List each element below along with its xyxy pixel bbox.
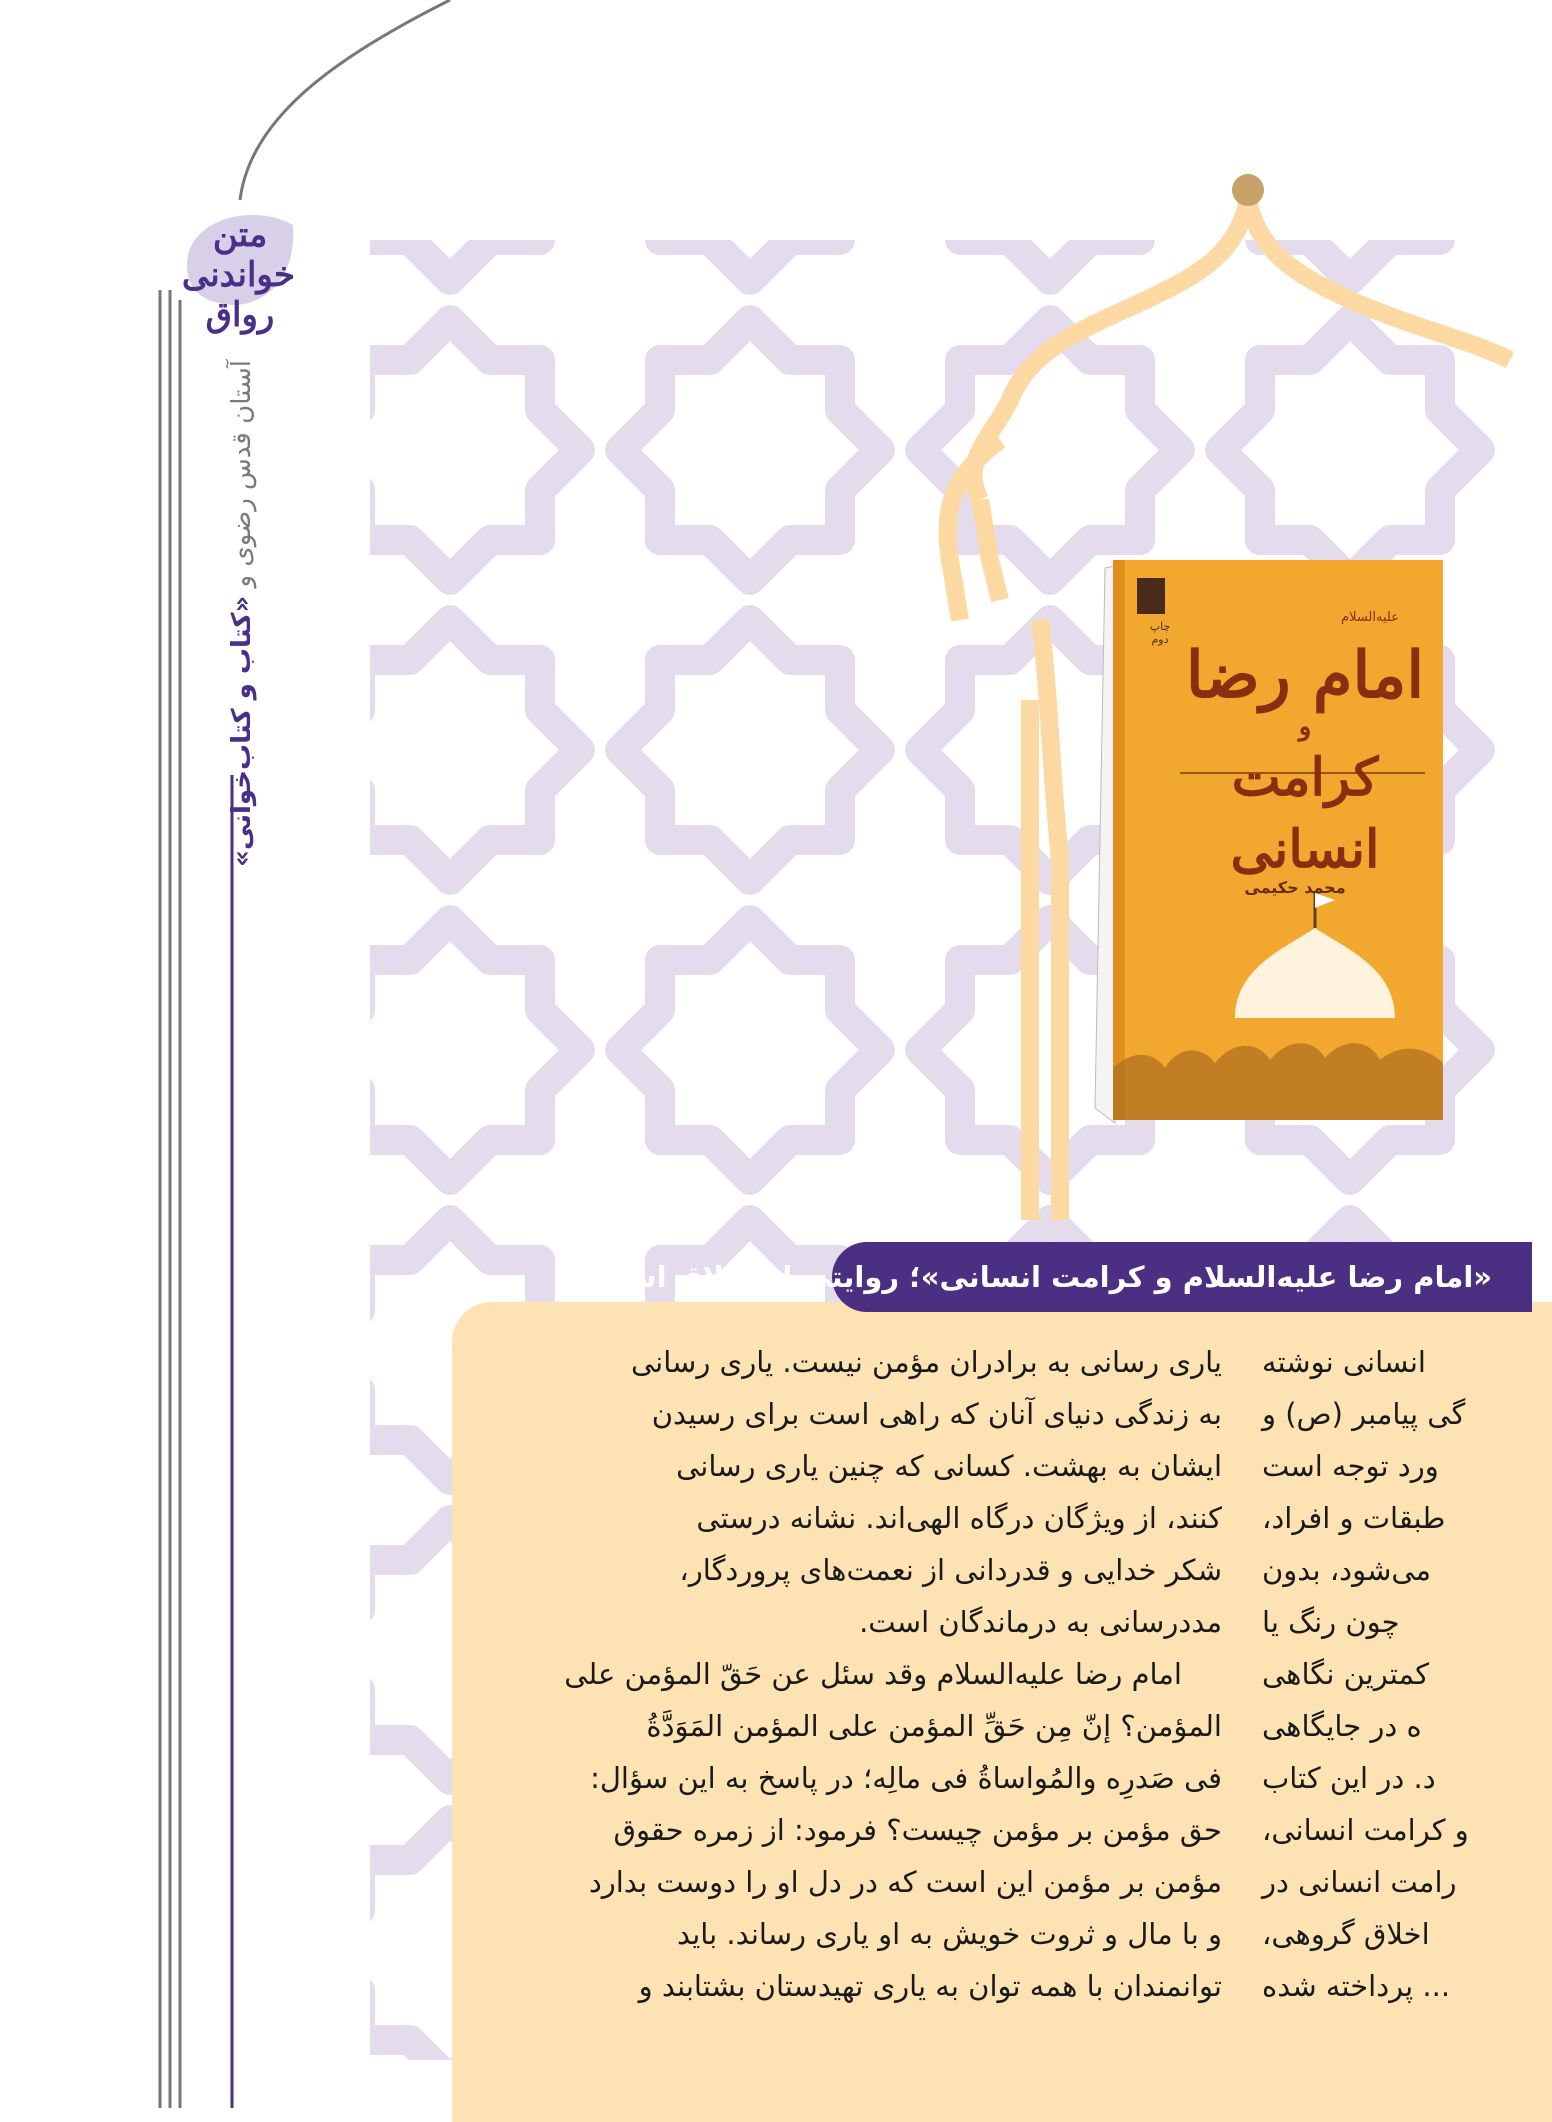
book-author: محمد حکیمی — [1244, 878, 1346, 897]
right-line: اخلاق گروهی، — [1262, 1917, 1430, 1951]
main-line: مؤمن بر مؤمن این است که در دل او را دوست بدارد — [588, 1865, 1222, 1899]
main-line: توانمندان با همه توان به یاری تهیدستان بشتابند و — [638, 1969, 1222, 2003]
article-main-column — [480, 1336, 1222, 2012]
right-line: ه در جایگاهی — [1262, 1709, 1422, 1743]
main-line: شکر خدایی و قدردانی از نعمت‌های پروردگار، — [679, 1553, 1222, 1587]
right-line: چون رنگ یا — [1262, 1605, 1400, 1639]
arch-finial — [1232, 174, 1264, 206]
main-line: المؤمن؟ إنّ مِن حَقِّ المؤمن علی المؤمن المَوَدَّةُ — [646, 1709, 1222, 1743]
right-line: گی پیامبر (ص) و — [1262, 1397, 1466, 1431]
side-label-part1: آستان قدس رضوی و — [227, 360, 257, 596]
main-line: به زندگی دنیای آنان که راهی است برای رسیدن — [651, 1397, 1222, 1431]
main-line: و با مال و ثروت خویش به او یاری رساند. باید — [676, 1917, 1222, 1951]
main-line: امام رضا علیه‌السلام وقد سئل عن حَقّ المؤمن علی — [564, 1657, 1182, 1691]
book-title-conj: و — [1298, 712, 1312, 742]
main-line: فی صَدرِه والمُواساةُ فی مالِه؛ در پاسخ به این سؤال: — [590, 1761, 1222, 1795]
side-label — [222, 360, 282, 867]
book-title-honorific: علیه‌السلام — [1341, 610, 1399, 625]
book-title-line2: کرامت انسانی — [1230, 747, 1380, 880]
book-cover — [1085, 548, 1455, 1132]
right-line: انسانی نوشته — [1262, 1345, 1426, 1379]
main-line: ایشان به بهشت. کسانی که چنین یاری رسانی — [676, 1449, 1222, 1483]
right-line: رامت انسانی در — [1262, 1865, 1457, 1899]
book-edition: چاپ دوم — [1149, 620, 1171, 646]
article-right-column — [1262, 1336, 1500, 2012]
main-line: یاری رسانی به برادران مؤمن نیست. یاری رسانی — [630, 1345, 1222, 1379]
logo-text: متن خواندنی رواق — [181, 215, 295, 335]
right-line: می‌شود، بدون — [1262, 1553, 1432, 1587]
right-line: طبقات و افراد، — [1262, 1501, 1446, 1535]
main-line: کنند، از ویژگان درگاه الهی‌اند. نشانه درستی — [696, 1501, 1222, 1535]
right-line: کمترین نگاهی — [1262, 1657, 1430, 1691]
article-heading-bar — [558, 1242, 1532, 1312]
side-label-part2: «کتاب و کتاب‌خوانی» — [227, 595, 257, 867]
right-line: و کرامت انسانی، — [1262, 1813, 1469, 1847]
book-title-line1: امام رضا — [1185, 638, 1425, 713]
right-line: د. در این کتاب — [1262, 1761, 1436, 1795]
right-line: ... پرداخته شده — [1262, 1969, 1451, 2003]
main-line: مددرسانی به درماندگان است. — [859, 1605, 1222, 1639]
article-heading: «امام رضا علیه‌السلام و کرامت انسانی»؛ روایتی از اخلاق اسلامی — [558, 1260, 1492, 1294]
right-line: ورد توجه است — [1262, 1449, 1439, 1483]
main-line: حق مؤمن بر مؤمن چیست؟ فرمود: از زمره حقوق — [613, 1813, 1222, 1847]
